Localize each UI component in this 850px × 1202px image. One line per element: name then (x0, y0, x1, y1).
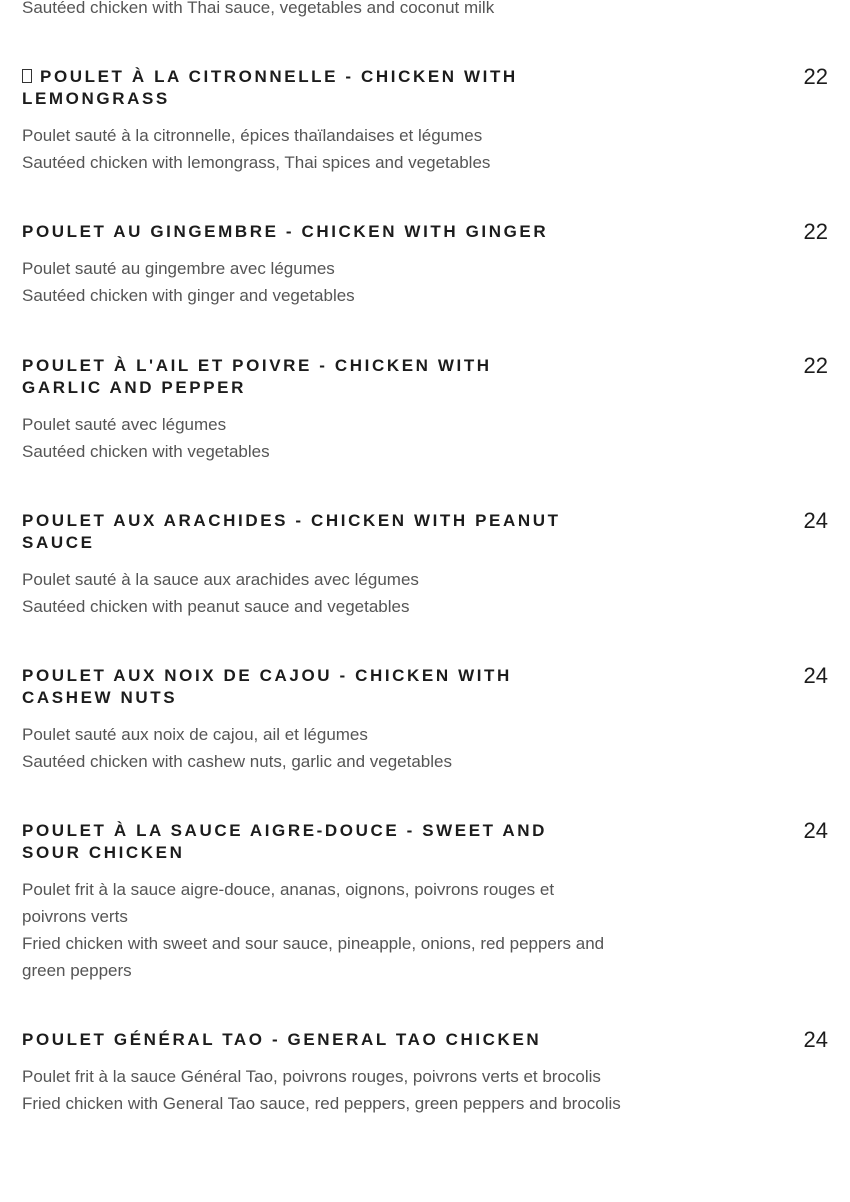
description-english: Fried chicken with General Tao sauce, red peppers, green peppers and brocolis (22, 1094, 621, 1113)
menu-item-description (22, 122, 622, 176)
menu-item-description-fragment: Sautéed chicken with Thai sauce, vegetables and coconut milk (22, 0, 495, 17)
menu-item-description (22, 1063, 622, 1117)
menu-item-price: 22 (803, 219, 828, 244)
menu-item-name: POULET AUX NOIX DE CAJOU - CHICKEN WITH CASHEW NUTS (22, 666, 512, 707)
menu-item-price: 22 (803, 64, 828, 89)
description-french: Poulet sauté au gingembre avec légumes (22, 259, 335, 278)
description-french: Poulet sauté aux noix de cajou, ail et légumes (22, 725, 368, 744)
menu-item (22, 665, 828, 775)
description-english: Sautéed chicken with peanut sauce and vegetables (22, 597, 410, 616)
description-english: Fried chicken with sweet and sour sauce, pineapple, onions, red peppers and green peppers (22, 934, 605, 980)
menu-item-name: POULET À LA SAUCE AIGRE-DOUCE - SWEET AND SOUR CHICKEN (22, 821, 547, 862)
missing-glyph-icon (22, 69, 32, 83)
description-french: Poulet sauté à la sauce aux arachides avec légumes (22, 570, 419, 589)
menu-item-description (22, 411, 622, 465)
description-english: Sautéed chicken with lemongrass, Thai spices and vegetables (22, 153, 491, 172)
menu-item-name: POULET À LA CITRONNELLE - CHICKEN WITH LEMONGRASS (22, 67, 518, 108)
menu-item (22, 510, 828, 620)
menu-item (22, 221, 828, 309)
description-english: Sautéed chicken with vegetables (22, 442, 270, 461)
description-french: Poulet sauté à la citronnelle, épices thaïlandaises et légumes (22, 126, 483, 145)
menu-item-price: 24 (803, 1027, 828, 1052)
menu-item-name: POULET À L'AIL ET POIVRE - CHICKEN WITH GARLIC AND PEPPER (22, 356, 492, 397)
menu-item (22, 66, 828, 176)
menu-item (22, 820, 828, 984)
menu-item-description (22, 721, 622, 775)
menu-item (22, 1029, 828, 1117)
menu-item-description (22, 255, 622, 309)
menu-item-name: POULET AUX ARACHIDES - CHICKEN WITH PEANUT SAUCE (22, 511, 561, 552)
description-french: Poulet frit à la sauce Général Tao, poivrons rouges, poivrons verts et brocolis (22, 1067, 601, 1086)
description-english: Sautéed chicken with ginger and vegetables (22, 286, 355, 305)
menu-item-description (22, 876, 622, 984)
description-english: Sautéed chicken with cashew nuts, garlic and vegetables (22, 752, 452, 771)
menu-item-price: 22 (803, 353, 828, 378)
menu-item-price: 24 (803, 508, 828, 533)
description-french: Poulet frit à la sauce aigre-douce, ananas, oignons, poivrons rouges et poivrons verts (22, 880, 555, 926)
menu-item (22, 355, 828, 465)
menu-item-name: POULET AU GINGEMBRE - CHICKEN WITH GINGER (22, 222, 549, 241)
menu-item-price: 24 (803, 818, 828, 843)
menu-item-description (22, 566, 622, 620)
menu-item-price: 24 (803, 663, 828, 688)
menu-item-name: POULET GÉNÉRAL TAO - GENERAL TAO CHICKEN (22, 1030, 542, 1049)
description-french: Poulet sauté avec légumes (22, 415, 227, 434)
